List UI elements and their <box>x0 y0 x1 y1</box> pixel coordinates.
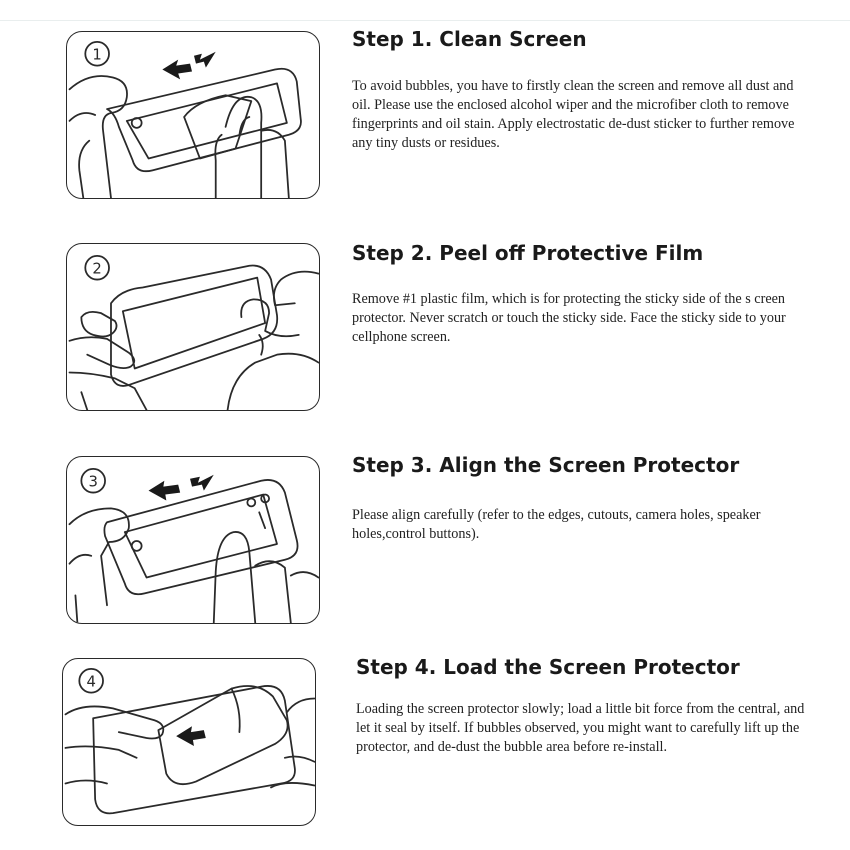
step-2-number: 2 <box>92 260 102 278</box>
step-3-description: Please align carefully (refer to the edges, cutouts, camera holes, speaker holes,control buttons). <box>352 507 761 542</box>
step-1-description: To avoid bubbles, you have to firstly clean the screen and remove all dust and oil. Please use the enclosed alcohol wiper and the microfiber cloth to remove fingerprints and oil stain. Apply electrostatic de-dust sticker to further remove any tiny dusts or residues. <box>352 78 795 151</box>
step-3-number: 3 <box>88 473 98 491</box>
step-1-number: 1 <box>92 46 102 64</box>
step-4-description: Loading the screen protector slowly; load a little bit force from the central, and let it seal by itself. If bubbles observed, you might want to carefully lift up the protector, and de-dust the bubble area before re-install. <box>356 701 805 755</box>
step-4-title: Step 4. Load the Screen Protector <box>356 655 740 679</box>
arrow-left-icon <box>176 726 206 746</box>
step-3-title: Step 3. Align the Screen Protector <box>352 453 740 477</box>
step-2-illustration <box>66 243 320 411</box>
step-1-title: Step 1. Clean Screen <box>352 27 587 51</box>
step-4-number: 4 <box>86 673 96 691</box>
top-divider <box>0 20 850 21</box>
clean-screen-drawing <box>67 32 319 198</box>
step-4-illustration <box>62 658 316 826</box>
load-protector-drawing <box>63 659 315 825</box>
peel-film-drawing <box>67 244 319 410</box>
align-protector-drawing <box>67 457 319 623</box>
double-arrow-icon <box>162 52 215 80</box>
step-1-illustration <box>66 31 320 199</box>
step-2-title: Step 2. Peel off Protective Film <box>352 241 704 265</box>
step-3-illustration <box>66 456 320 624</box>
step-2-description: Remove #1 plastic film, which is for protecting the sticky side of the s creen protector. Never scratch or touch the sticky side. Face the sticky side to your cellphone screen. <box>352 291 786 345</box>
